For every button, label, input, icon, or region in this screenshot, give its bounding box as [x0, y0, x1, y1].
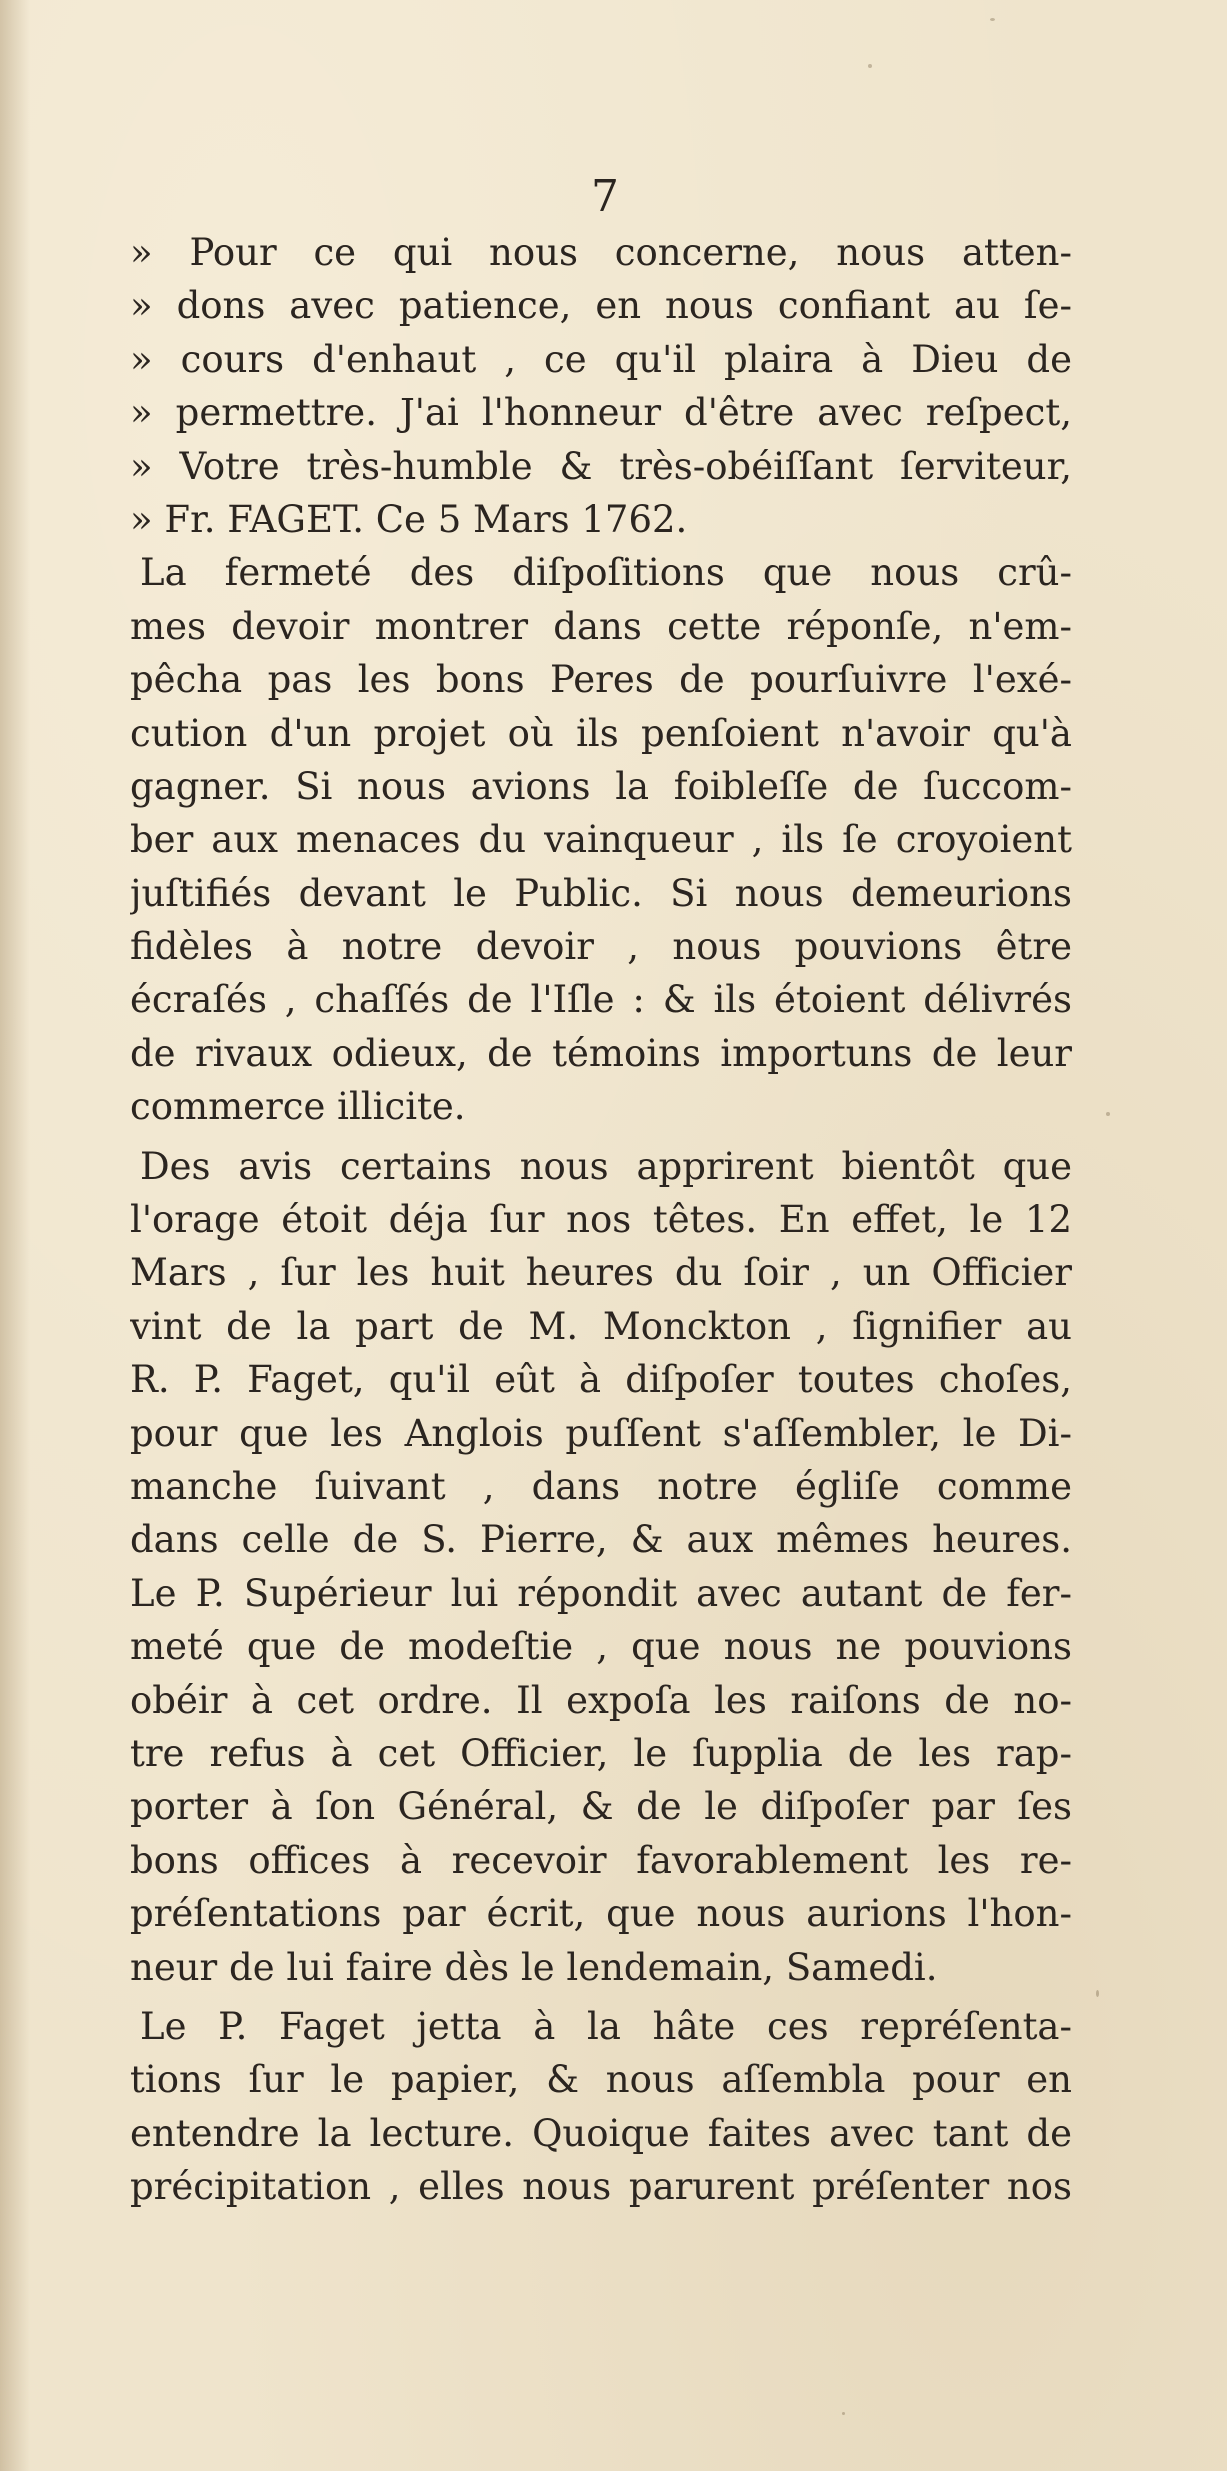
text-line: fidèles à notre devoir , nous pouvions être: [130, 925, 1072, 969]
text-line: vint de la part de M. Monckton , ſignifier au: [130, 1304, 1072, 1348]
text-line: gagner. Si nous avions la foibleſſe de ſuccom-: [130, 764, 1072, 808]
text-line: pour que les Anglois puſſent s'aſſembler, le Di-: [130, 1411, 1072, 1455]
paragraph-faget-jetta: [130, 2000, 1072, 2214]
text-line: pêcha pas les bons Peres de pourſuivre l'exé-: [130, 658, 1072, 702]
text-line: La fermeté des diſpoſitions que nous crû-: [140, 551, 1072, 595]
paragraph-fermete: [130, 546, 1072, 1133]
text-line: Le P. Faget jetta à la hâte ces repréſenta-: [140, 2004, 1072, 2048]
text-line: obéir à cet ordre. Il expoſa les raiſons de no-: [130, 1678, 1072, 1722]
text-line: entendre la lecture. Quoique faites avec tant de: [130, 2111, 1072, 2155]
page-gutter-shadow: [0, 0, 30, 2471]
text-line: précipitation , elles nous parurent préſenter nos: [130, 2165, 1072, 2209]
text-line: Des avis certains nous apprirent bientôt que: [140, 1144, 1072, 1188]
text-line: » Votre très-humble & très-obéiſſant ſerviteur,: [130, 444, 1072, 488]
text-line: » dons avec patience, en nous confiant au ſe-: [130, 284, 1072, 328]
text-line: écraſés , chaſſés de l'Iſle : & ils étoient délivrés: [130, 978, 1072, 1022]
paper-speck: [990, 18, 995, 21]
text-line: commerce illicite.: [130, 1085, 466, 1129]
paragraph-avis-certains: [130, 1140, 1072, 1994]
paper-speck: [842, 2412, 845, 2415]
text-line: cution d'un projet où ils penſoient n'avoir qu'à: [130, 711, 1072, 755]
text-line: l'orage étoit déja ſur nos têtes. En effet, le 12: [130, 1198, 1072, 1242]
paper-speck: [1106, 1112, 1110, 1116]
text-line: » cours d'enhaut , ce qu'il plaira à Dieu de: [130, 337, 1072, 381]
text-line: » Pour ce qui nous concerne, nous atten-: [130, 231, 1072, 274]
text-line: manche ſuivant , dans notre égliſe comme: [130, 1464, 1072, 1508]
text-line: meté que de modeſtie , que nous ne pouvions: [130, 1625, 1072, 1669]
text-line: tre refus à cet Officier, le ſupplia de les rap-: [130, 1731, 1072, 1775]
paragraph-letter-closing: [130, 226, 1072, 546]
text-line: neur de lui faire dès le lendemain, Samedi.: [130, 1945, 938, 1989]
paper-speck: [868, 64, 872, 68]
text-line: Mars , ſur les huit heures du ſoir , un Officier: [130, 1251, 1072, 1295]
text-line: mes devoir montrer dans cette réponſe, n'em-: [130, 604, 1072, 648]
text-line: porter à ſon Général, & de le diſpoſer par ſes: [130, 1785, 1072, 1829]
text-line: juſtifiés devant le Public. Si nous demeurions: [130, 871, 1072, 915]
text-line: tions ſur le papier, & nous aſſembla pour en: [130, 2058, 1072, 2102]
body-text: [130, 226, 1072, 2213]
text-line: » permettre. J'ai l'honneur d'être avec reſpect,: [130, 391, 1072, 435]
page-number: 7: [591, 171, 619, 222]
text-line: R. P. Faget, qu'il eût à diſpoſer toutes choſes,: [130, 1358, 1072, 1402]
text-line: préſentations par écrit, que nous aurions l'hon-: [130, 1892, 1072, 1936]
paper-speck: [1096, 1990, 1099, 1997]
text-line: bons offices à recevoir favorablement les re-: [130, 1838, 1072, 1882]
text-line: » Fr. FAGET. Ce 5 Mars 1762.: [130, 497, 688, 541]
text-line: Le P. Supérieur lui répondit avec autant de fer-: [130, 1571, 1072, 1615]
text-line: de rivaux odieux, de témoins importuns de leur: [130, 1031, 1072, 1075]
text-line: dans celle de S. Pierre, & aux mêmes heures.: [130, 1518, 1072, 1562]
text-line: ber aux menaces du vainqueur , ils ſe croyoient: [130, 818, 1072, 862]
